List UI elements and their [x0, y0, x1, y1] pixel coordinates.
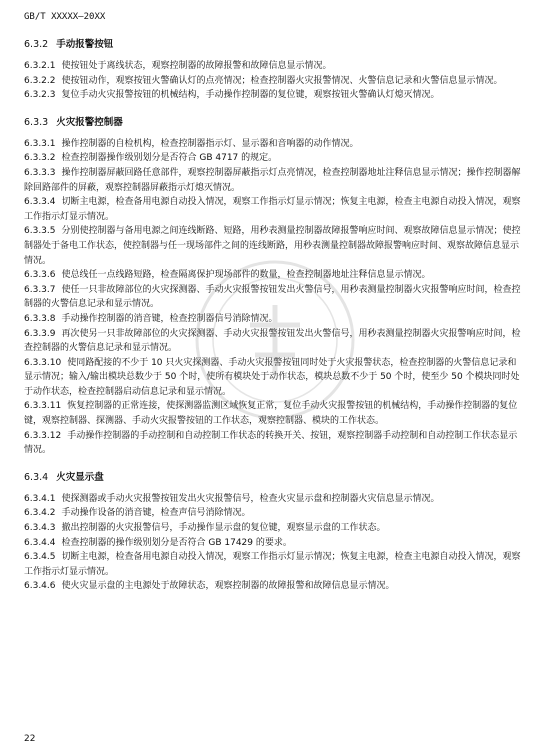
- clause: [24, 579, 521, 594]
- clause: [24, 74, 521, 89]
- clause-number: 6.3.3.6: [24, 270, 56, 281]
- clause-text: 手动操作控制器的手动控制和自动控制工作状态的转换开关、按钮，观察控制器手动控制和自动控制工作状态显示情况。: [24, 430, 518, 456]
- clause-number: 6.3.2.1: [24, 61, 56, 71]
- section-number: 6.3.2: [24, 39, 49, 50]
- clause: [24, 151, 521, 166]
- clause-text: 手动操作控制器的消音键，检查控制器信号消除情况。: [61, 313, 278, 324]
- clause: [24, 195, 521, 224]
- document-body: [24, 38, 521, 607]
- clause-number: 6.3.3.5: [24, 226, 56, 237]
- clause-number: 6.3.3.2: [24, 153, 56, 164]
- clause: [24, 521, 521, 536]
- clause: [24, 137, 521, 152]
- clause-text: 撤出控制器的火灾报警信号，手动操作显示盘的复位键，观察显示盘的工作状态。: [61, 523, 386, 534]
- clause: [24, 283, 521, 312]
- clause-number: 6.3.3.3: [24, 167, 56, 178]
- clause-text: 使按钮处于离线状态，观察控制器的故障报警和故障信息显示情况。: [61, 61, 332, 71]
- clause-text: 使任一只非故障部位的火灾探测器、手动火灾报警按钮发出火警信号，用秒表测量控制器火灾报警响应时间，检查控制器的火警信息记录和显示情况。: [24, 284, 521, 310]
- clause-number: 6.3.3.11: [24, 401, 62, 412]
- clause-text: 切断主电源，检查备用电源自动投入情况，观察工作指示灯显示情况；恢复主电源，检查主电源自动投入情况，观察工作指示灯显示情况。: [24, 552, 521, 577]
- clause: [24, 312, 521, 327]
- clause: [24, 327, 521, 356]
- clause-number: 6.3.3.7: [24, 284, 56, 295]
- clause-text: 手动操作设备的消音键，检查声信号消除情况。: [61, 508, 251, 519]
- section-6-3-4: [24, 471, 521, 594]
- clause: [24, 429, 521, 458]
- clause-number: 6.3.3.8: [24, 313, 56, 324]
- clause: [24, 550, 521, 579]
- clause: [24, 506, 521, 521]
- clause-text: 切断主电源，检查备用电源自动投入情况，观察工作指示灯显示情况；恢复主电源，检查主电源自动投入情况，观察工作指示灯显示情况。: [24, 197, 521, 222]
- clause: [24, 59, 521, 74]
- clause: [24, 88, 521, 103]
- clause-number: 6.3.2.2: [24, 75, 56, 86]
- clause-text: 再次使另一只非故障部位的火灾探测器、手动火灾报警按钮发出火警信号，用秒表测量控制器火灾报警响应时间，检查控制器的火警信息记录和显示情况。: [24, 328, 521, 354]
- standard-header: GB/T XXXXX—20XX: [24, 12, 106, 22]
- section-6-3-2: [24, 38, 521, 103]
- clause-text: 使火灾显示盘的主电源处于故障状态，观察控制器的故障报警和故障信息显示情况。: [61, 581, 395, 592]
- clause-number: 6.3.3.9: [24, 328, 56, 339]
- clause-text: 使总线任一点线路短路，检查隔离保护现场部件的数量，检查控制器地址注释信息显示情况。: [61, 270, 431, 281]
- clause-text: 操作控制器的自检机构，检查控制器指示灯、显示器和音响器的动作情况。: [61, 138, 359, 149]
- clause-text: 检查控制器的操作级别划分是否符合 GB 17429 的要求。: [61, 537, 292, 548]
- clause-text: 复位手动火灾报警按钮的机械结构，手动操作控制器的复位键，观察按钮火警确认灯熄灭情况。: [61, 90, 440, 101]
- page-number: 22: [24, 734, 36, 744]
- clause: [24, 268, 521, 283]
- clause-text: 恢复控制器的正常连接，使探测器监测区域恢复正常，复位手动火灾报警按钮的机械结构，手动操作控制器的复位键，观察控制器、探测器、手动火灾报警按钮的工作状态，观察控制器、模块的工作状态。: [24, 401, 518, 427]
- section-heading: [24, 116, 521, 129]
- section-title: 火灾报警控制器: [56, 116, 123, 128]
- clause-number: 6.3.2.3: [24, 90, 56, 101]
- section-title: 火灾显示盘: [56, 471, 104, 483]
- clause-text: 使同路配接的不少于 10 只火灾探测器、手动火灾报警按钮同时处于火灾报警状态，检查控制器的火警信息记录和显示情况；输入/输出模块总数少于 50 个时，使所有模块处于动作状态，模块总数不少于 50 个时，使至少 50 个模块同时处于动作状态，检查控制器启动信息记录和显示情况。: [24, 357, 520, 397]
- clause-number: 6.3.3.4: [24, 197, 56, 208]
- clause: [24, 356, 521, 400]
- section-title: 手动报警按钮: [56, 39, 114, 50]
- clause-number: 6.3.4.3: [24, 523, 56, 534]
- clause-number: 6.3.3.1: [24, 138, 56, 149]
- section-heading: [24, 471, 521, 484]
- clause: [24, 166, 521, 195]
- clause-text: 分别使控制器与备用电源之间连线断路、短路，用秒表测量控制器故障报警响应时间、观察故障信息显示情况；使控制器处于备电工作状态，使控制器与任一现场部件之间的连线断路，用秒表测量控制器故障报警响应时间、观察故障信息显示情况。: [24, 226, 521, 266]
- section-number: 6.3.3: [24, 116, 49, 128]
- clause-number: 6.3.3.10: [24, 357, 62, 368]
- clause-text: 使探测器或手动火灾报警按钮发出火灾报警信号，检查火灾显示盘和控制器火灾信息显示情况。: [61, 493, 440, 504]
- clause: [24, 399, 521, 428]
- section-number: 6.3.4: [24, 471, 49, 483]
- clause: [24, 536, 521, 551]
- clause-text: 检查控制器操作级别划分是否符合 GB 4717 的规定。: [61, 153, 278, 164]
- clause-text: 操作控制器屏蔽回路任意部件，观察控制器屏蔽指示灯点亮情况，检查控制器地址注释信息显示情况；操作控制器解除回路部件的屏蔽，观察控制器屏蔽指示灯熄灭情况。: [24, 167, 521, 193]
- section-6-3-3: [24, 116, 521, 458]
- clause-number: 6.3.4.2: [24, 508, 56, 519]
- section-heading: [24, 38, 521, 51]
- clause-text: 使按钮动作，观察按钮火警确认灯的点亮情况；检查控制器火灾报警情况、火警信息记录和火警信息显示情况。: [61, 75, 503, 86]
- clause-number: 6.3.4.5: [24, 552, 56, 563]
- clause: [24, 224, 521, 268]
- clause: [24, 492, 521, 507]
- clause-number: 6.3.3.12: [24, 430, 62, 441]
- clause-number: 6.3.4.6: [24, 581, 56, 592]
- clause-number: 6.3.4.1: [24, 493, 56, 504]
- clause-number: 6.3.4.4: [24, 537, 56, 548]
